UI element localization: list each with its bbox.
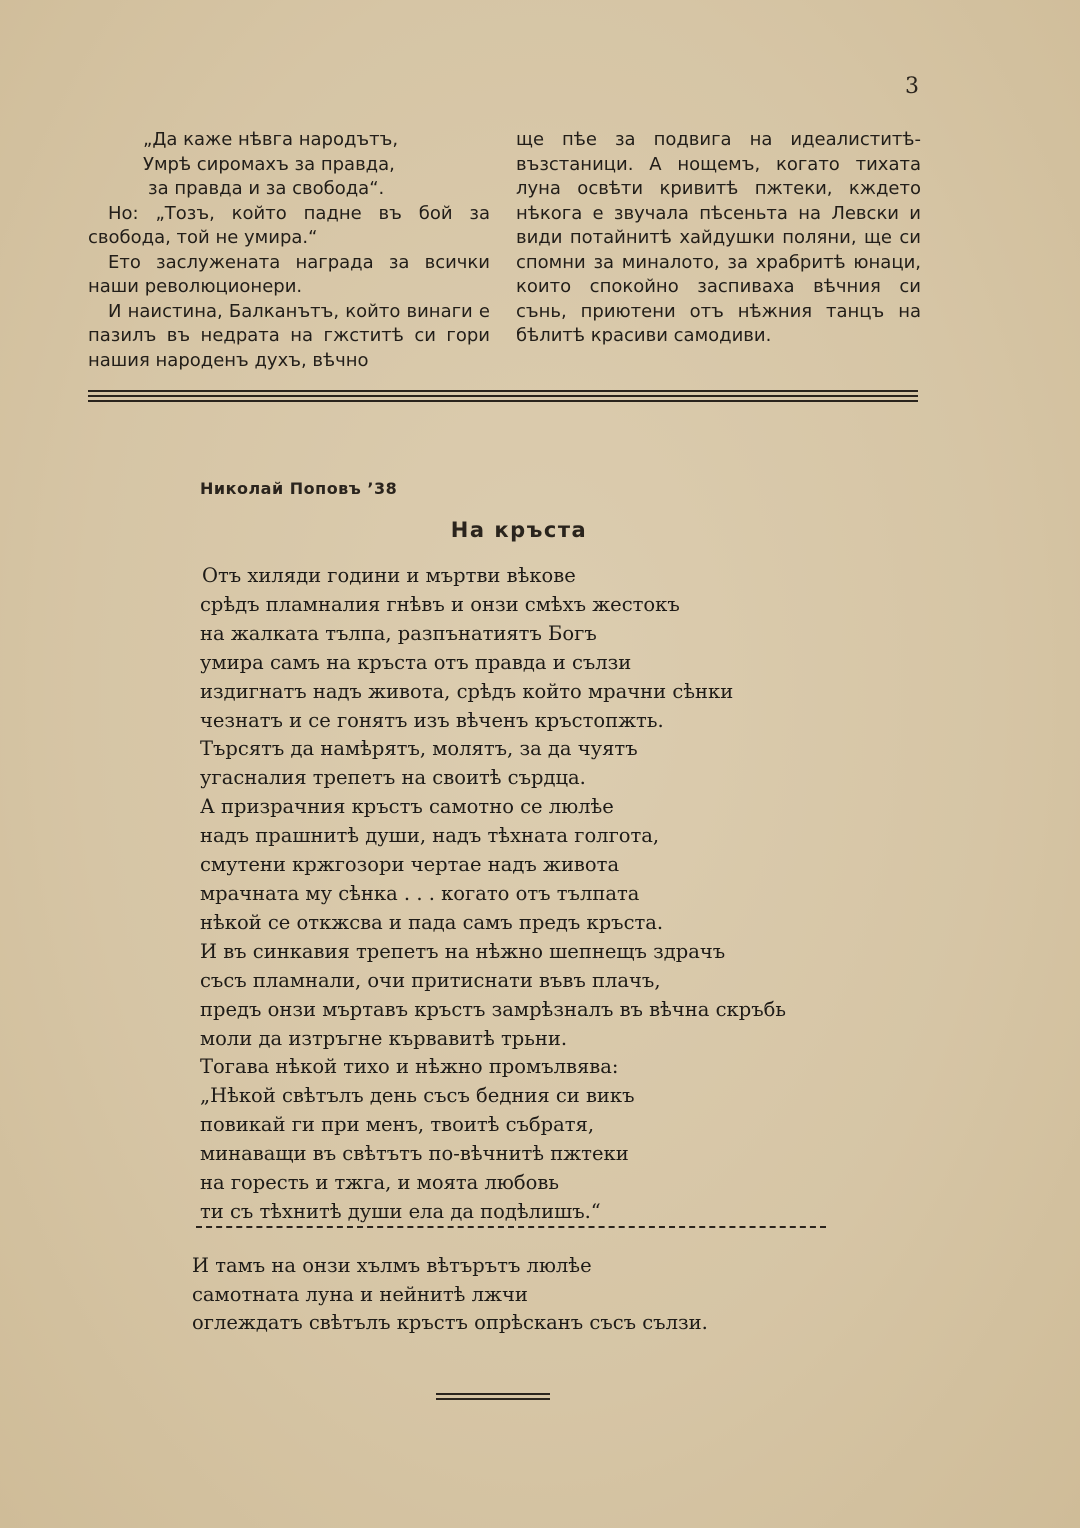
poem-line: И тамъ на онзи хълмъ вѣтърътъ люлѣе [192, 1254, 592, 1277]
poem-line: предъ онзи мъртавъ кръстъ замрѣзналъ въ вѣчна скръбь [200, 997, 786, 1021]
poem-line: мрачната му сѣнка . . . когато отъ тълпата [200, 881, 640, 905]
section-divider [88, 390, 918, 404]
dashed-separator [196, 1226, 826, 1234]
poem-closing [192, 1252, 912, 1338]
poem-line: Тогава нѣкой тихо и нѣжно промълвява: [200, 1055, 619, 1079]
paragraph: ще пѣе за подвига на идеалиститѣ-възстаници. А нощемъ, когато тихата луна освѣти кривитѣ пжтеки, кждето нѣкога е звучала пѣсеньта на Левски и види потайнитѣ хайдушки поляни, ще си спомни за миналото, за храбритѣ юнаци, които спокойно заспиваха вѣчния си сънь, приютени отъ нѣжния танцъ на бѣлитѣ красиви самодиви. [516, 129, 921, 346]
poem-line: съсъ пламнали, очи притиснати въвъ плачъ, [200, 968, 661, 992]
poem-line: „Нѣкой свѣтълъ день съсъ бедния си викъ [200, 1084, 635, 1108]
poem-author: Николай Поповъ ’38 [200, 479, 398, 498]
poem-line: срѣдъ пламналия гнѣвъ и онзи смѣхъ жестокъ [200, 592, 680, 616]
poem-line: оглеждатъ свѣтълъ кръстъ опрѣсканъ съсъ сълзи. [192, 1311, 708, 1334]
poem-line: повикай ги при менъ, твоитѣ събратя, [200, 1113, 595, 1137]
poem-title: На кръста [450, 518, 588, 542]
verse-line: Умрѣ сиромахъ за правда, [143, 153, 395, 175]
page-number: 3 [905, 74, 919, 99]
left-column [88, 128, 490, 373]
poem-line: надъ прашнитѣ души, надъ тѣхната голгота, [200, 824, 660, 848]
poem-body [200, 562, 920, 1227]
poem-line: на жалката тълпа, разпънатиятъ Богъ [200, 621, 597, 645]
verse-line: „Да каже нѣвга народътъ, [143, 129, 399, 150]
poem-line: минаващи въ свѣтътъ по-вѣчнитѣ пжтеки [200, 1142, 629, 1166]
end-divider [436, 1393, 550, 1403]
verse-line: за правда и за свобода“. [148, 178, 385, 199]
poem-line: нѣкой се откжсва и пада самъ предъ кръста. [200, 910, 664, 934]
poem-line: Отъ хиляди години и мъртви вѣкове [202, 564, 576, 587]
right-column [516, 128, 921, 349]
poem-line: самотната луна и нейнитѣ лжчи [192, 1282, 528, 1306]
paragraph: Но: „Тозъ, който падне въ бой за свобода, той не умира.“ [88, 202, 490, 248]
poem-line: И въ синкавия трепетъ на нѣжно шепнещъ здрачъ [200, 939, 726, 963]
poem-line: смутени кржгозори чертае надъ живота [200, 853, 620, 877]
paragraph: Ето заслужената награда за всички наши революционери. [88, 251, 490, 297]
poem-line: моли да изтръгне кървавитѣ трьни. [200, 1026, 568, 1050]
poem-line: угасналия трепетъ на своитѣ сърдца. [200, 766, 586, 790]
poem-line: чезнатъ и се гонятъ изъ вѣченъ кръстопжть. [200, 708, 664, 732]
poem-line: Търсятъ да намѣрятъ, молятъ, за да чуятъ [200, 737, 638, 761]
poem-line: на горесть и тжга, и моята любовь [200, 1171, 559, 1195]
poem-line: А призрачния кръстъ самотно се люлѣе [200, 795, 614, 819]
paragraph: И наистина, Балканътъ, който винаги е пазилъ въ недрата на гжститѣ си гори нашия народенъ духъ, вѣчно [88, 300, 490, 371]
poem-line: ти съ тѣхнитѣ души ела да подѣлишъ.“ [200, 1199, 601, 1223]
poem-line: издигнатъ надъ живота, срѣдъ който мрачни сѣнки [200, 679, 734, 703]
poem-title-wrap [0, 518, 1080, 542]
poem-line: умира самъ на кръста отъ правда и сълзи [200, 650, 632, 674]
